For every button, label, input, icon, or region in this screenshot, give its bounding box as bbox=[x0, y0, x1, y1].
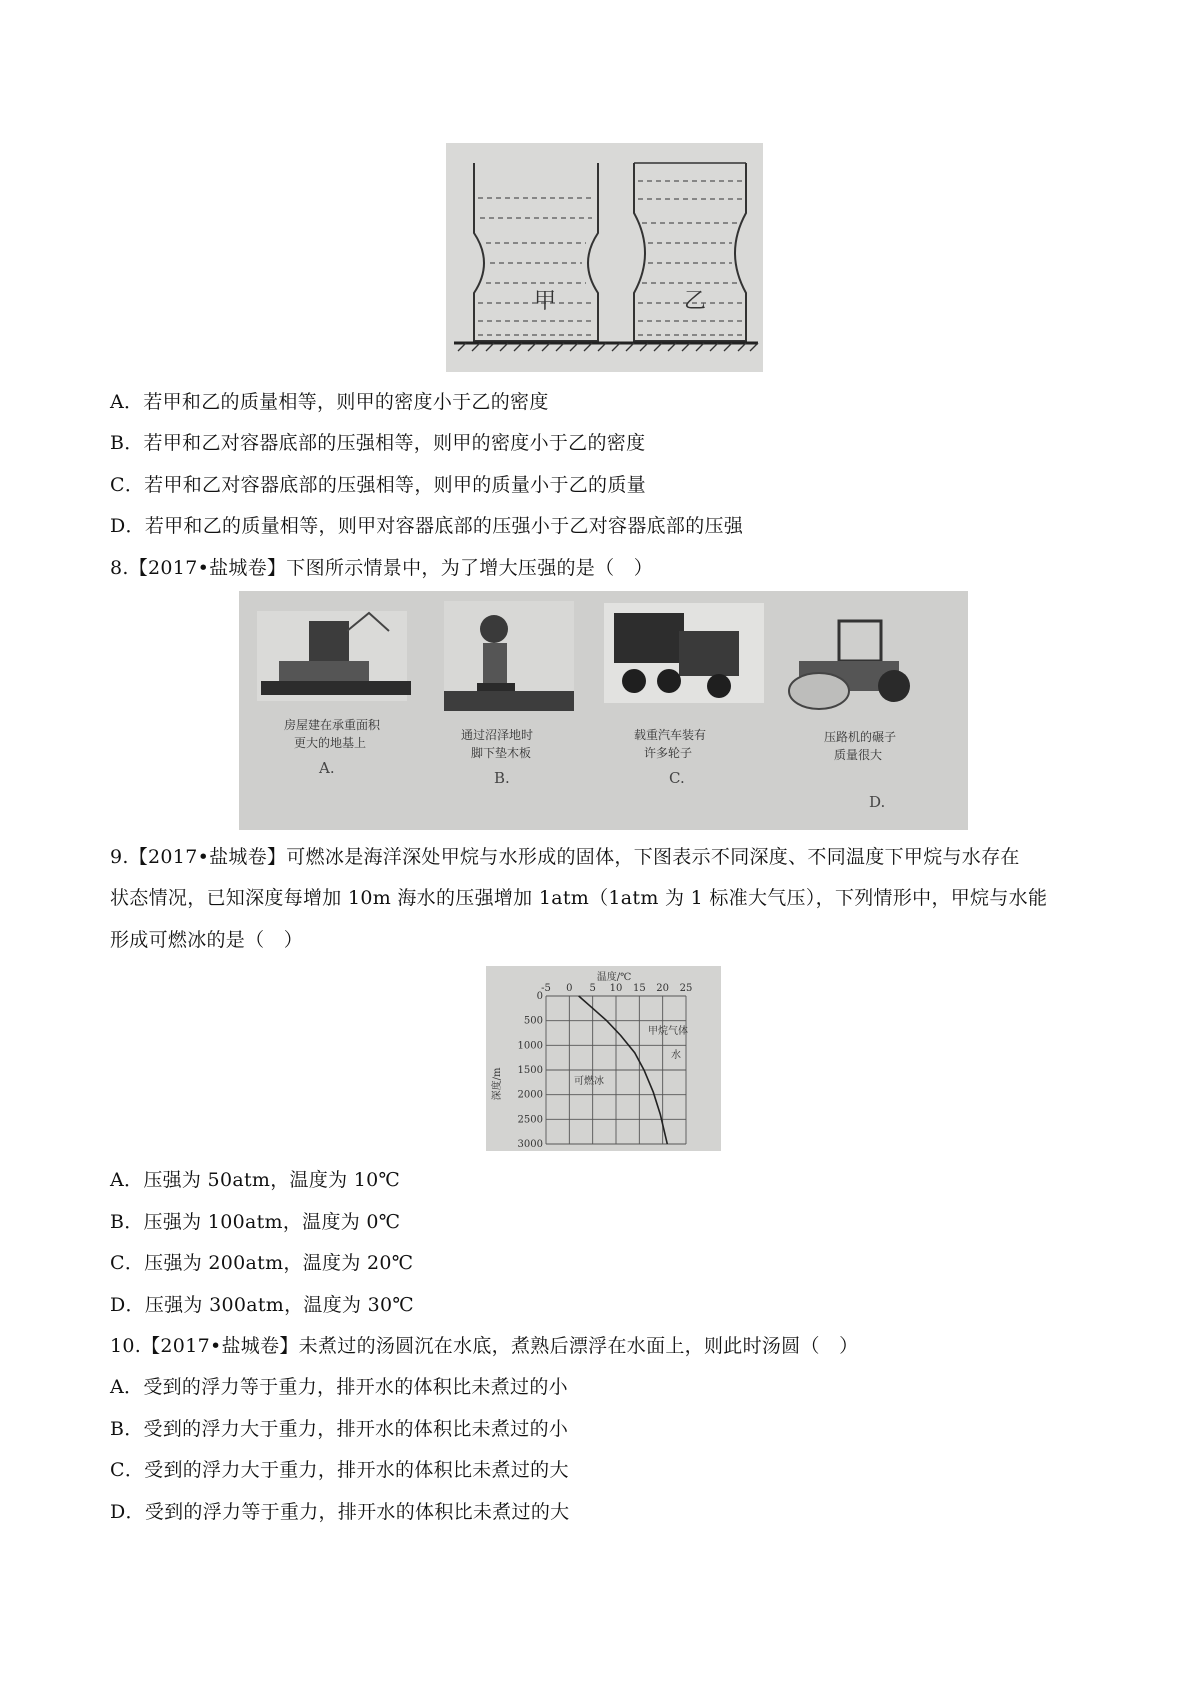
q9-option-c: C．压强为 200atm，温度为 20℃ bbox=[110, 1252, 414, 1274]
q9-option-a: A．压强为 50atm，温度为 10℃ bbox=[110, 1169, 401, 1191]
q9-option-d: D．压强为 300atm，温度为 30℃ bbox=[110, 1294, 414, 1316]
panel-b bbox=[444, 601, 574, 787]
svg-text:载重汽车装有: 载重汽车装有 bbox=[634, 728, 707, 742]
y-axis-label: 深度/m bbox=[492, 1067, 503, 1101]
x-tick-label: 25 bbox=[679, 983, 693, 994]
q7-option-d: D．若甲和乙的质量相等，则甲对容器底部的压强小于乙对容器底部的压强 bbox=[110, 515, 744, 537]
x-tick-label: 20 bbox=[656, 983, 670, 994]
svg-text:更大的地基上: 更大的地基上 bbox=[294, 736, 367, 750]
hydrate-chart bbox=[486, 966, 721, 1151]
svg-text:质量很大: 质量很大 bbox=[834, 748, 883, 762]
q10-option-b: B．受到的浮力大于重力，排开水的体积比未煮过的小 bbox=[110, 1418, 569, 1440]
y-ticks bbox=[518, 991, 543, 1150]
q7-option-b: B．若甲和乙对容器底部的压强相等，则甲的密度小于乙的密度 bbox=[110, 432, 646, 454]
panel-a bbox=[257, 611, 411, 777]
svg-text:脚下垫木板: 脚下垫木板 bbox=[471, 746, 532, 760]
y-tick-label: 1500 bbox=[517, 1065, 543, 1076]
label-gas-region: 甲烷气体 bbox=[648, 1026, 688, 1037]
y-tick-label: 2000 bbox=[517, 1089, 543, 1101]
panel-d bbox=[789, 621, 910, 811]
q7-option-c: C．若甲和乙对容器底部的压强相等，则甲的质量小于乙的质量 bbox=[110, 474, 646, 496]
x-tick-label: 10 bbox=[609, 983, 623, 994]
q9-option-b: B．压强为 100atm，温度为 0℃ bbox=[110, 1211, 401, 1233]
y-tick-label: 1000 bbox=[517, 1040, 543, 1052]
q10-option-a: A．受到的浮力等于重力，排开水的体积比未煮过的小 bbox=[110, 1376, 568, 1398]
svg-text:D.: D. bbox=[869, 793, 886, 811]
label-jia: 甲 bbox=[534, 289, 557, 314]
label-water-region: 水 bbox=[671, 1050, 681, 1061]
q9-stem-line-1: 9.【2017•盐城卷】可燃冰是海洋深处甲烷与水形成的固体，下图表示不同深度、不同温度下甲烷与水存在 bbox=[110, 846, 1020, 868]
svg-text:A.: A. bbox=[319, 759, 335, 777]
svg-text:压路机的碾子: 压路机的碾子 bbox=[824, 730, 897, 744]
panel-c bbox=[604, 603, 764, 787]
containers-figure bbox=[446, 143, 763, 372]
q10-option-d: D．受到的浮力等于重力，排开水的体积比未煮过的大 bbox=[110, 1501, 570, 1523]
y-tick-label: 0 bbox=[536, 991, 543, 1002]
svg-text:C.: C. bbox=[669, 769, 685, 787]
q10-stem: 10.【2017•盐城卷】未煮过的汤圆沉在水底，煮熟后漂浮在水面上，则此时汤圆（ ） bbox=[110, 1335, 859, 1357]
q8-stem: 8.【2017•盐城卷】下图所示情景中，为了增大压强的是（ ） bbox=[110, 557, 653, 579]
pressure-scenes-figure bbox=[239, 591, 968, 830]
q7-option-a: A．若甲和乙的质量相等，则甲的密度小于乙的密度 bbox=[110, 391, 549, 413]
x-tick-label: -5 bbox=[541, 983, 551, 994]
label-ice-region: 可燃冰 bbox=[574, 1076, 604, 1087]
x-tick-label: 5 bbox=[589, 983, 596, 994]
q9-stem-line-2: 状态情况，已知深度每增加 10m 海水的压强增加 1atm（1atm 为 1 标准大气压），下列情形中，甲烷与水能 bbox=[110, 887, 1048, 909]
chart-grid bbox=[546, 996, 686, 1144]
q10-option-c: C．受到的浮力大于重力，排开水的体积比未煮过的大 bbox=[110, 1459, 569, 1481]
y-tick-label: 3000 bbox=[517, 1139, 543, 1150]
label-yi: 乙 bbox=[684, 289, 707, 314]
svg-text:B.: B. bbox=[494, 769, 510, 787]
y-tick-label: 500 bbox=[523, 1015, 543, 1027]
chart-title: 温度/℃ bbox=[596, 972, 632, 983]
x-ticks bbox=[541, 983, 692, 994]
svg-text:通过沼泽地时: 通过沼泽地时 bbox=[461, 728, 534, 742]
y-tick-label: 2500 bbox=[517, 1114, 543, 1126]
svg-text:许多轮子: 许多轮子 bbox=[644, 746, 693, 760]
x-tick-label: 15 bbox=[632, 983, 646, 994]
x-tick-label: 0 bbox=[566, 983, 573, 994]
q9-stem-line-3: 形成可燃冰的是（ ） bbox=[110, 929, 304, 951]
svg-text:房屋建在承重面积: 房屋建在承重面积 bbox=[284, 718, 381, 732]
